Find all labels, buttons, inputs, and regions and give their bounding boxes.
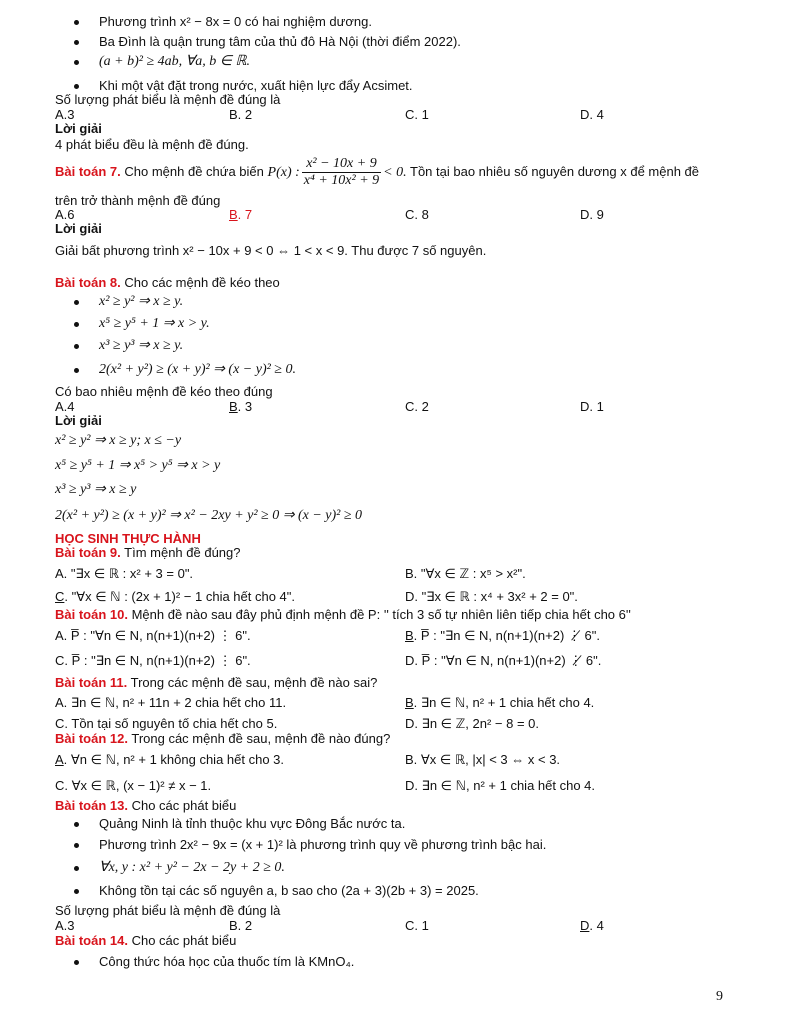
bullet-icon [74,344,79,349]
problem-14: Bài toán 14. Cho các phát biểu [55,933,237,948]
statement: Khi một vật đặt trong nước, xuất hiện lực đẩy Acsimet. [99,78,413,93]
problem-title: Bài toán 7. [55,163,121,179]
option-d-correct: D. 4 [580,918,604,933]
bullet-icon [74,822,79,827]
statement: x² ≥ y² ⇒ x ≥ y. [99,294,184,309]
problem-text: Tồn tại bao nhiêu số nguyên dương x để mệnh đề [410,163,699,179]
bullet-icon [74,866,79,871]
problem-12: Bài toán 12. Trong các mệnh đề sau, mệnh đề nào đúng? [55,731,391,746]
solution: Giải bất phương trình x² − 10x + 9 < 0 ⇔ 1 < x < 9. Thu được 7 số nguyên. [55,243,487,258]
bullet-icon [74,60,79,65]
statement: Quảng Ninh là tỉnh thuộc khu vực Đông Bắc nước ta. [99,816,406,831]
option-c: C. 8 [405,207,429,222]
option-a: A. ∃n ∈ ℕ, n² + 11n + 2 chia hết cho 11. [55,695,287,710]
problem-13: Bài toán 13. Cho các phát biểu [55,798,237,813]
option-c: C. 1 [405,107,429,122]
option-b: B. ∀x ∈ ℝ, |x| < 3 ⇔ x < 3. [405,752,561,767]
option-a: A.6 [55,207,75,222]
option-c: C. 1 [405,918,429,933]
option-c: C. ∀x ∈ ℝ, (x − 1)² ≠ x − 1. [55,778,212,793]
bullet-icon [74,843,79,848]
question: Số lượng phát biểu là mệnh đề đúng là [55,92,281,107]
bullet-icon [74,40,79,45]
option-c: C. 2 [405,399,429,414]
option-a: A.4 [55,399,75,414]
solution-label: Lời giải [55,121,102,136]
bullet-icon [74,84,79,89]
problem-9: Bài toán 9. Tìm mệnh đề đúng? [55,545,241,560]
solution-label: Lời giải [55,413,102,428]
option-b-correct: B. 3 [229,399,253,414]
statement: Công thức hóa học của thuốc tím là KMnO₄. [99,954,355,969]
option-d: D. ∃n ∈ ℕ, n² + 1 chia hết cho 4. [405,778,596,793]
bullet-icon [74,368,79,373]
statement: x⁵ ≥ y⁵ + 1 ⇒ x > y. [99,316,210,331]
problem-11: Bài toán 11. Trong các mệnh đề sau, mệnh đề nào sai? [55,675,378,690]
statement: 2(x² + y²) ≥ (x + y)² ⇒ (x − y)² ≥ 0. [99,362,296,377]
option-a-correct: A. ∀n ∈ ℕ, n² + 1 không chia hết cho 3. [55,752,285,767]
option-d: D. ∃n ∈ ℤ, 2n² − 8 = 0. [405,716,539,731]
problem-7 [55,156,699,189]
bullet-icon [74,960,79,965]
math: < 0. [383,164,407,180]
option-d: D. P̅ : "∀n ∈ N, n(n+1)(n+2) ⋮̸ 6". [405,653,602,668]
solution: 4 phát biểu đều là mệnh đề đúng. [55,137,249,152]
solution-line: x³ ≥ y³ ⇒ x ≥ y [55,482,137,497]
option-d: D. 1 [580,399,604,414]
option-c: C. P̅ : "∃n ∈ N, n(n+1)(n+2) ⋮ 6". [55,653,251,668]
statement: Ba Đình là quận trung tâm của thủ đô Hà Nội (thời điểm 2022). [99,34,461,49]
option-a: A.3 [55,107,75,122]
option-a: A. P̅ : "∀n ∈ N, n(n+1)(n+2) ⋮ 6". [55,628,251,643]
statement: Phương trình 2x² − 9x = (x + 1)² là phương trình quy về phương trình bậc hai. [99,837,547,852]
option-b-correct: B. 7 [229,207,253,222]
option-a: A. "∃x ∈ ℝ : x² + 3 = 0". [55,566,194,581]
option-b-correct: B. ∃n ∈ ℕ, n² + 1 chia hết cho 4. [405,695,595,710]
fraction [302,156,381,189]
question: Có bao nhiêu mệnh đề kéo theo đúng [55,384,273,399]
bullet-icon [74,20,79,25]
question: Số lượng phát biểu là mệnh đề đúng là [55,903,281,918]
denominator: x⁴ + 10x² + 9 [303,173,380,188]
option-d: D. 4 [580,107,604,122]
solution-label: Lời giải [55,221,102,236]
solution-line: x² ≥ y² ⇒ x ≥ y; x ≤ −y [55,433,182,448]
option-d: D. "∃x ∈ ℝ : x⁴ + 3x² + 2 = 0". [405,589,578,604]
option-b: B. "∀x ∈ ℤ : x⁵ > x²". [405,566,526,581]
bullet-icon [74,889,79,894]
bullet-icon [74,322,79,327]
problem-text: trên trở thành mệnh đề đúng [55,193,221,208]
page-number: 9 [716,989,723,1004]
math: P(x) : [267,164,300,180]
statement: (a + b)² ≥ 4ab, ∀a, b ∈ ℝ. [99,54,251,69]
solution-line: 2(x² + y²) ≥ (x + y)² ⇒ x² − 2xy + y² ≥ 0 ⇒ (x − y)² ≥ 0 [55,508,363,523]
section-heading: HỌC SINH THỰC HÀNH [55,531,201,546]
option-b: B. 2 [229,107,253,122]
option-b-correct: B. P̅ : "∃n ∈ N, n(n+1)(n+2) ⋮̸ 6". [405,628,600,643]
problem-8: Bài toán 8. Cho các mệnh đề kéo theo [55,275,280,290]
solution-line: x⁵ ≥ y⁵ + 1 ⇒ x⁵ > y⁵ ⇒ x > y [55,458,221,473]
option-d: D. 9 [580,207,604,222]
statement: Không tồn tại các số nguyên a, b sao cho (2a + 3)(2b + 3) = 2025. [99,883,479,898]
problem-10: Bài toán 10. Mệnh đề nào sau đây phủ định mệnh đề P: '' tích 3 số tự nhiên liên tiếp chia hết cho 6'' [55,607,631,622]
option-b: B. 2 [229,918,253,933]
option-a: A.3 [55,918,75,933]
statement: ∀x, y : x² + y² − 2x − 2y + 2 ≥ 0. [99,860,285,875]
bullet-icon [74,300,79,305]
problem-text: Cho mệnh đề chứa biến [124,163,264,179]
statement: x³ ≥ y³ ⇒ x ≥ y. [99,338,184,353]
statement: Phương trình x² − 8x = 0 có hai nghiệm dương. [99,14,372,29]
option-c: C. Tồn tại số nguyên tố chia hết cho 5. [55,716,278,731]
numerator: x² − 10x + 9 [302,156,381,173]
option-c-correct: C. "∀x ∈ ℕ : (2x + 1)² − 1 chia hết cho 4". [55,589,296,604]
